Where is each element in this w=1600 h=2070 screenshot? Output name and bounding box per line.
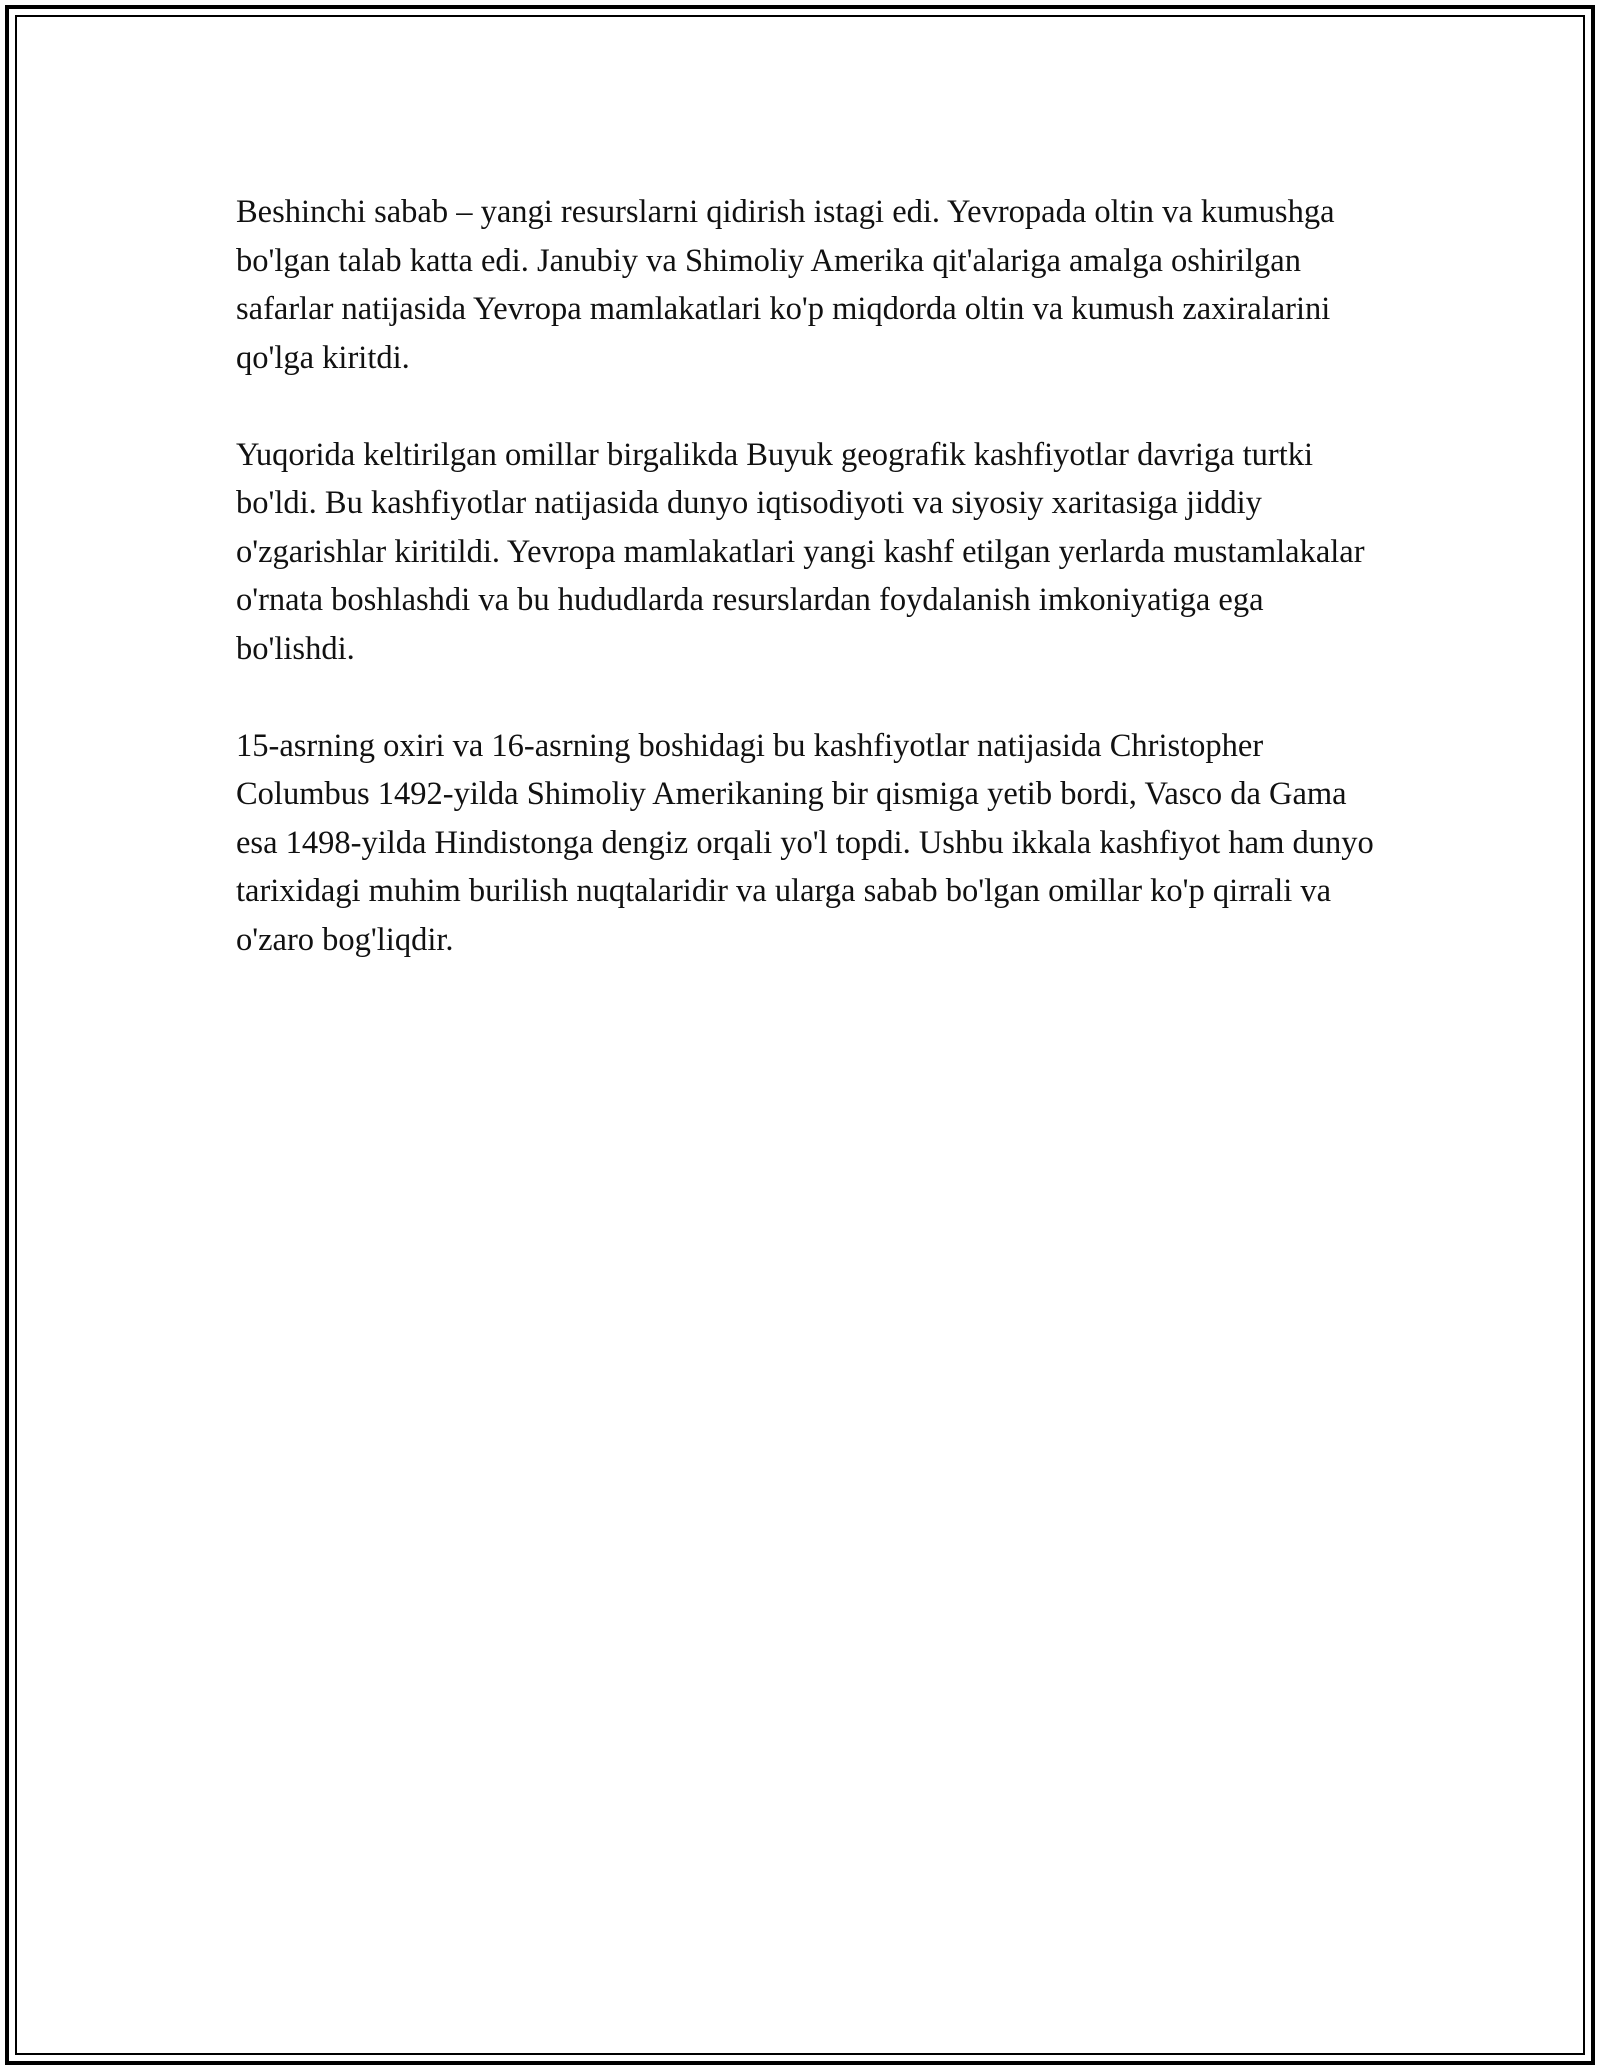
paragraph-resources: Beshinchi sabab – yangi resurslarni qidirish istagi edi. Yevropada oltin va kumushga bo'lgan talab katta edi. Janubiy va Shimoliy Amerika qit'alariga amalga oshirilgan safarlar natijasida Yevropa mamlakatlari ko'p miqdorda oltin va kumush zaxiralarini qo'lga kiritdi.: [236, 194, 1335, 376]
paragraph-consequences: Yuqorida keltirilgan omillar birgalikda Buyuk geografik kashfiyotlar davriga turtki bo'ldi. Bu kashfiyotlar natijasida dunyo iqtisodiyoti va siyosiy xaritasiga jiddiy o'zgarishlar kiritildi. Yevropa mamlakatlari yangi kashf etilgan yerlarda mustamlakalar o'rnata boshlashdi va bu hududlarda resurslardan foydalanish imkoniyatiga ega bo'lishdi.: [236, 436, 1365, 667]
paragraph-discoveries: 15-asrning oxiri va 16-asrning boshidagi bu kashfiyotlar natijasida Christopher Columbus 1492-yilda Shimoliy Amerikaning bir qismiga yetib bordi, Vasco da Gama esa 1498-yilda Hindistonga dengiz orqali yo'l topdi. Ushbu ikkala kashfiyot ham dunyo tarixidagi muhim burilish nuqtalaridir va ularga sabab bo'lgan omillar ko'p qirrali va o'zaro bog'liqdir.: [236, 727, 1374, 958]
document-body: [236, 188, 1386, 1013]
